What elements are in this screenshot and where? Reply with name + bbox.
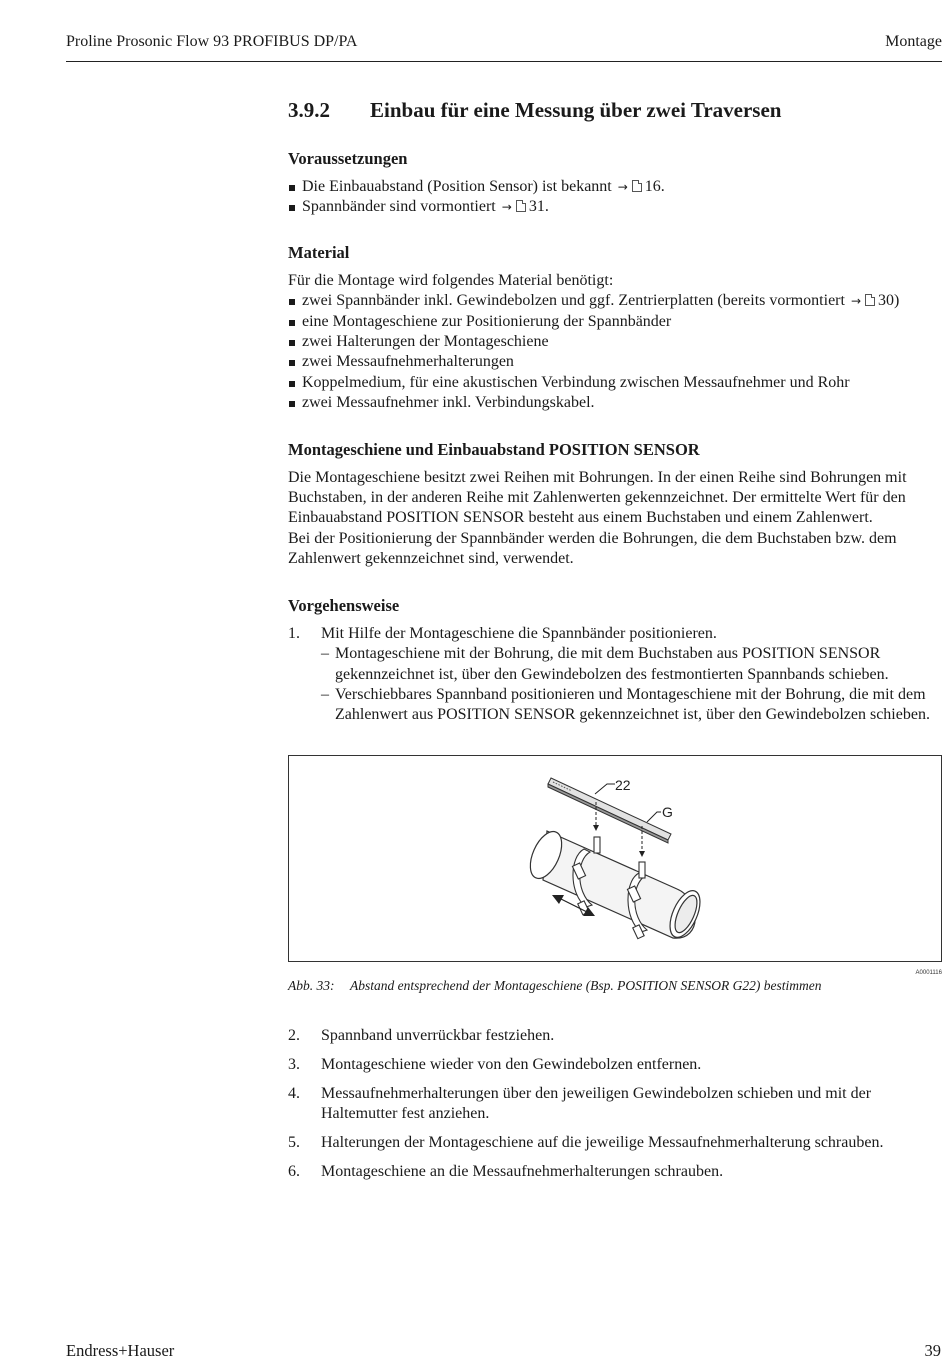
prerequisites-list — [288, 177, 944, 218]
label-22: 22 — [615, 776, 631, 793]
step-text: Halterungen der Montageschiene auf die jeweilige Messaufnehmerhalterung schrauben. — [321, 1134, 884, 1152]
footer-page-number: 39 — [924, 1341, 941, 1360]
rail-paragraph-1: Die Montageschiene besitzt zwei Reihen mit Bohrungen. In der einen Reihe sind Bohrungen mit Buchstaben, in der anderen Reihe mit Zahlenwerten gekennzeichnet. Der ermittelte Wert für den Einbauabstand POSITION SENSOR besteht aus einem Buchstaben und einem Zahlenwert. — [288, 468, 907, 527]
substep-item: – Montageschiene mit der Bohrung, die mit dem Buchstaben aus POSITION SENSOR gekennzeichnet ist, über den Gewindebolzen des festmontierten Spannbands schieben. — [321, 644, 944, 685]
rail-heading: Montageschiene und Einbauabstand POSITION SENSOR — [288, 439, 700, 459]
page-reference: 30) — [878, 292, 900, 310]
procedure-step — [288, 1162, 944, 1182]
page-content — [288, 96, 944, 1191]
label-g: G — [662, 803, 673, 820]
material-list — [288, 291, 944, 413]
list-item: Koppelmedium, für eine akustischen Verbindung zwischen Messaufnehmer und Rohr — [288, 373, 944, 393]
step-number: 2. — [288, 1027, 300, 1045]
list-item-text: Die Einbauabstand (Position Sensor) ist bekannt — [302, 178, 612, 195]
list-item: zwei Messaufnehmerhalterungen — [288, 352, 944, 372]
procedure-step — [288, 1055, 944, 1075]
list-item — [288, 291, 944, 311]
material-heading: Material — [288, 242, 350, 262]
figure-caption — [288, 976, 944, 996]
pipe-drawing — [524, 827, 706, 942]
procedure-step — [288, 1026, 944, 1046]
substep-item: – Verschiebbares Spannband positionieren und Montageschiene mit der Bohrung, die mit dem Zahlenwert aus POSITION SENSOR gekennzeichnet ist, über den Gewindebolzen schieben. — [321, 685, 944, 726]
arrow-right-icon: → — [617, 180, 628, 194]
figure-caption-number: Abb. 33: — [288, 977, 335, 993]
procedure-step — [288, 624, 944, 726]
footer-company: Endress+Hauser — [66, 1341, 175, 1360]
procedure-step-list — [288, 624, 944, 726]
page-header — [66, 33, 942, 62]
page-reference-icon — [865, 294, 875, 306]
arrow-right-icon: → — [850, 294, 861, 309]
list-item — [288, 197, 944, 217]
prerequisites-heading: Voraussetzungen — [288, 149, 408, 168]
step-number: 6. — [288, 1163, 300, 1181]
header-document-title: Proline Prosonic Flow 93 PROFIBUS DP/PA — [66, 33, 358, 50]
material-intro: Für die Montage wird folgendes Material benötigt: — [288, 271, 614, 289]
figure — [288, 755, 944, 996]
figure-caption-text: Abstand entsprechend der Montageschiene (Bsp. POSITION SENSOR G22) bestimmen — [350, 977, 822, 993]
list-item — [288, 177, 944, 197]
step-number: 5. — [288, 1134, 300, 1152]
step-text: Messaufnehmerhalterungen über den jeweiligen Gewindebolzen schieben und mit der Haltemutter fest anziehen. — [321, 1084, 872, 1123]
list-item-text: Spannbänder sind vormontiert — [302, 198, 496, 216]
step-text: Montageschiene wieder von den Gewindebolzen entfernen. — [321, 1056, 702, 1074]
step-text: Mit Hilfe der Montageschiene die Spannbänder positionieren. — [321, 624, 717, 642]
procedure-step — [288, 1133, 944, 1153]
arrow-right-icon: → — [501, 200, 512, 215]
step-number: 1. — [288, 624, 300, 642]
page-reference-icon — [632, 180, 642, 192]
procedure-step — [288, 1084, 944, 1125]
step-number: 3. — [288, 1056, 300, 1074]
procedure-step-list-continued — [288, 1026, 944, 1182]
header-chapter: Montage — [885, 33, 942, 50]
list-item: zwei Halterungen der Montageschiene — [288, 332, 944, 352]
rail-paragraph-2: Bei der Positionierung der Spannbänder werden die Bohrungen, die dem Buchstaben bzw. dem Zahlenwert gekennzeichnet sind, verwendet. — [288, 529, 897, 568]
list-item: zwei Messaufnehmer inkl. Verbindungskabel. — [288, 393, 944, 413]
page-reference: 31. — [528, 198, 549, 216]
page-reference-icon — [516, 200, 526, 212]
page-reference: 16. — [644, 178, 665, 195]
list-item-text: zwei Spannbänder inkl. Gewindebolzen und ggf. Zentrierplatten (bereits vormontiert — [302, 292, 845, 310]
step-text: Spannband unverrückbar festziehen. — [321, 1027, 555, 1045]
mounting-illustration — [289, 756, 941, 961]
section-number: 3.9.2 — [288, 98, 330, 122]
figure-id: A0001116 — [915, 969, 942, 976]
section-title: Einbau für eine Messung über zwei Traversen — [370, 98, 782, 122]
section-heading — [288, 96, 944, 124]
step-text: Montageschiene an die Messaufnehmerhalterungen schrauben. — [321, 1163, 724, 1181]
mounting-rail — [548, 778, 671, 843]
list-item: eine Montageschiene zur Positionierung der Spannbänder — [288, 312, 944, 332]
step-number: 4. — [288, 1084, 300, 1102]
figure-frame — [288, 755, 942, 962]
substep-list — [321, 644, 944, 726]
procedure-heading: Vorgehensweise — [288, 595, 400, 615]
